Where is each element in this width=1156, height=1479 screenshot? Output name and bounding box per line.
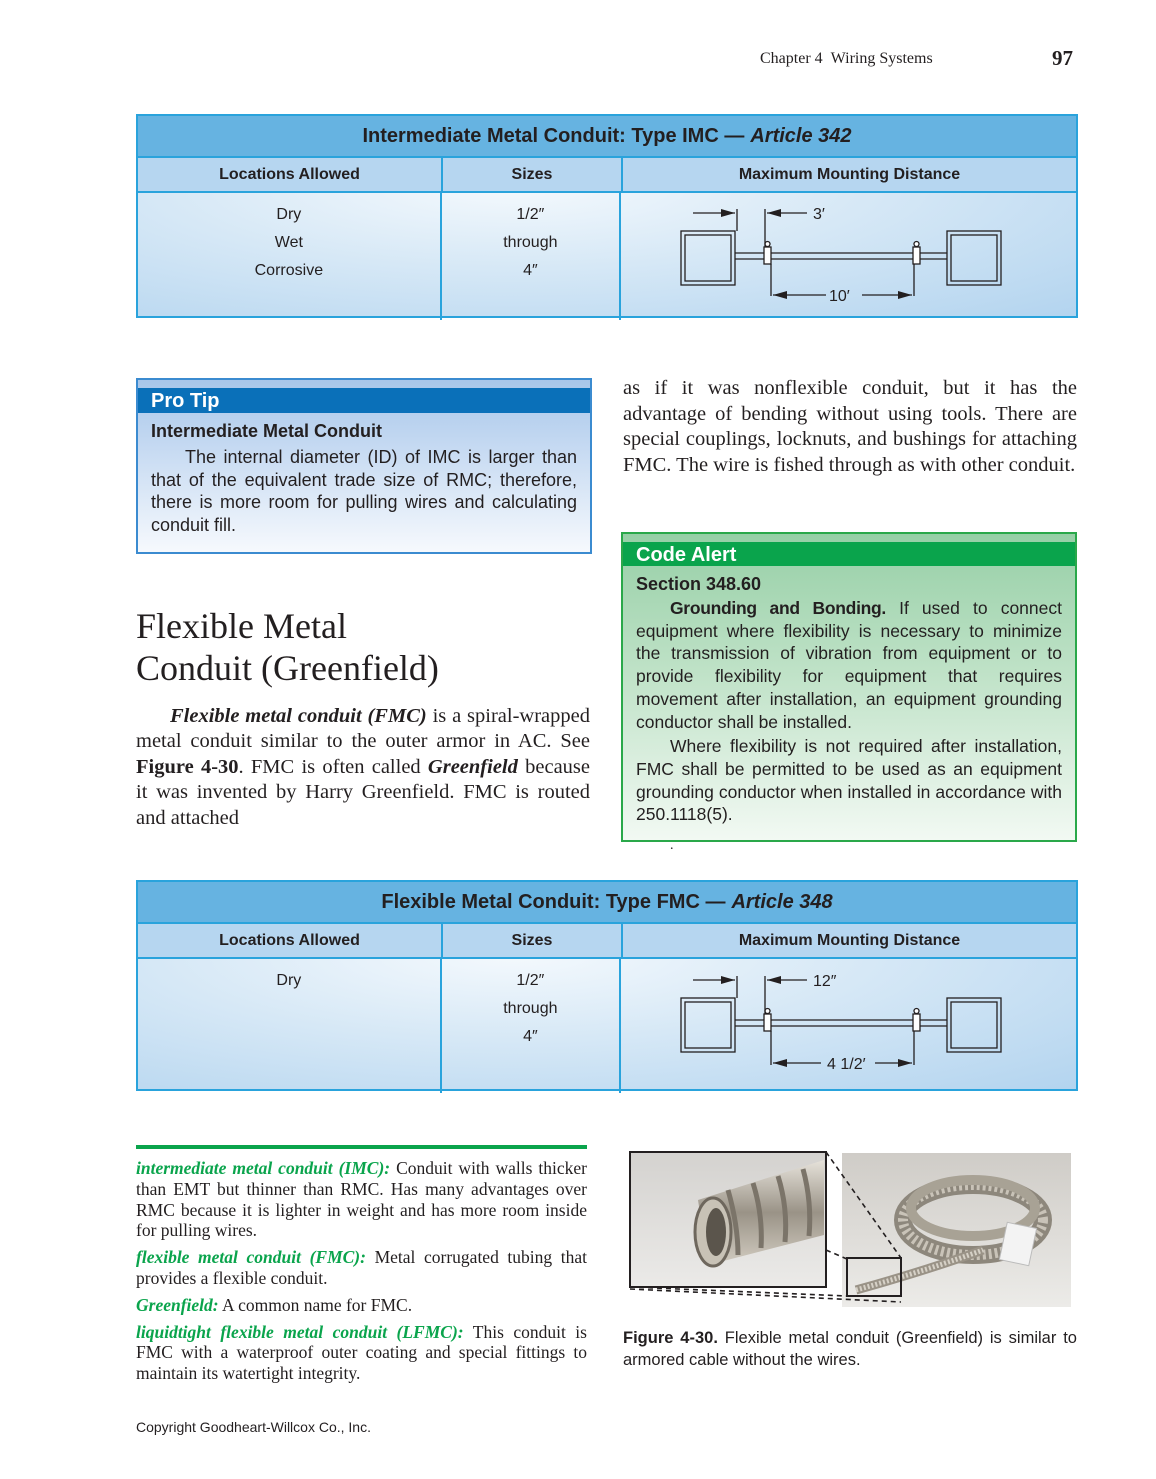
fmc-photo-figure xyxy=(628,1150,1074,1310)
sizes-cell: 1/2″ through 4″ xyxy=(442,959,621,1093)
glossary-divider xyxy=(136,1145,587,1149)
code-alert-para2: Where flexibility is not required after installation, FMC shall be permitted to be used as an equipment grounding conductor when installed in accordance with 250.1118(5). xyxy=(636,736,1062,825)
table-row xyxy=(138,959,1076,1093)
col-header-distance: Maximum Mounting Distance xyxy=(738,165,961,183)
col-header-distance: Maximum Mounting Distance xyxy=(738,931,961,949)
figure-caption: Figure 4-30. Flexible metal conduit (Greenfield) is similar to armored cable without the wires. xyxy=(623,1329,1077,1369)
sizes-cell: 1/2″ through 4″ xyxy=(442,193,621,320)
body-text-continued: as if it was nonflexible conduit, but it has the advantage of bending without using tools. There are special couplings, locknuts, and bushings for attaching FMC. The wire is fished through as with other conduit. xyxy=(623,377,1077,476)
glossary xyxy=(136,1158,587,1390)
fmc-table xyxy=(136,880,1078,1091)
article-ref: Article 342 xyxy=(750,124,852,147)
section-heading: Flexible Metal Conduit (Greenfield) xyxy=(136,606,439,688)
chapter-title: Wiring Systems xyxy=(830,50,933,67)
copyright-footer: Copyright Goodheart-Willcox Co., Inc. xyxy=(136,1419,371,1435)
figure-4-30 xyxy=(628,1150,1074,1310)
article-ref: Article 348 xyxy=(731,890,833,913)
glossary-entry: liquidtight flexible metal conduit (LFMC): This conduit is FMC with a waterproof outer coating and special fittings to maintain its watertight integrity. xyxy=(136,1321,587,1384)
svg-text:12″: 12″ xyxy=(813,973,837,990)
col-header-sizes: Sizes xyxy=(443,158,623,191)
conduit-support-diagram-icon xyxy=(621,193,1076,320)
locations-cell: Dry xyxy=(138,959,442,1093)
chapter-number: Chapter 4 xyxy=(760,50,823,67)
mounting-diagram xyxy=(621,193,1076,320)
glossary-entry: flexible metal conduit (FMC): Metal corrugated tubing that provides a flexible conduit. xyxy=(136,1247,587,1288)
mounting-diagram xyxy=(621,959,1076,1093)
stray-mark: . xyxy=(670,838,674,853)
svg-text:10′: 10′ xyxy=(829,288,850,305)
code-section: Section 348.60 xyxy=(636,574,762,594)
col-header-locations: Locations Allowed xyxy=(138,924,443,957)
table-header-row xyxy=(138,924,1076,959)
table-row xyxy=(138,193,1076,320)
running-header xyxy=(760,50,933,68)
table-title: Flexible Metal Conduit: Type FMC — Article 348 xyxy=(138,882,1076,924)
table-header-row xyxy=(138,158,1076,193)
pro-tip-label: Pro Tip xyxy=(138,388,590,413)
figure-reference[interactable]: Figure 4-30 xyxy=(136,755,239,778)
conduit-support-diagram-icon xyxy=(621,959,1076,1093)
figure-label: Figure 4-30. xyxy=(623,1329,718,1347)
col-header-sizes: Sizes xyxy=(443,924,623,957)
pro-tip-box xyxy=(136,378,592,554)
svg-text:3′: 3′ xyxy=(813,206,825,223)
svg-text:4 1/2′: 4 1/2′ xyxy=(827,1056,866,1073)
code-alert-para1: Grounding and Bonding. If used to connect equipment where flexibility is necessary to minimize the transmission of vibration from equipment or to provide flexibility for equipment that requires movement after installation, an equipment grounding conductor shall be installed. xyxy=(636,598,1062,732)
pro-tip-subtitle: Intermediate Metal Conduit xyxy=(151,421,383,441)
code-alert-label: Code Alert xyxy=(623,542,1075,566)
code-alert-box xyxy=(621,532,1077,842)
body-paragraph: Flexible metal conduit (FMC) is a spiral-wrapped metal conduit similar to the outer armor in AC. See Figure 4-30. FMC is often called Greenfield because it was invented by Harry Greenfield. FMC is routed and attached xyxy=(136,705,590,829)
table-title: Intermediate Metal Conduit: Type IMC — Article 342 xyxy=(138,116,1076,158)
inset-closeup xyxy=(630,1152,826,1287)
col-header-locations: Locations Allowed xyxy=(138,158,443,191)
glossary-entry: intermediate metal conduit (IMC): Conduit with walls thicker than EMT but thinner than RMC. Has many advantages over RMC because it is lighter in weight and has more room inside for pulling wires. xyxy=(136,1158,587,1241)
coil-photo xyxy=(842,1153,1071,1307)
term-greenfield: Greenfield xyxy=(427,755,518,778)
imc-table xyxy=(136,114,1078,318)
pro-tip-body: The internal diameter (ID) of IMC is larger than that of the equivalent trade size of RMC; therefore, there is more room for pulling wires and calculating conduit fill. xyxy=(151,447,577,535)
term-fmc: Flexible metal conduit (FMC) xyxy=(170,705,427,727)
glossary-entry: Greenfield: A common name for FMC. xyxy=(136,1294,413,1315)
locations-cell: Dry Wet Corrosive xyxy=(138,193,442,320)
page-number: 97 xyxy=(1052,46,1073,70)
